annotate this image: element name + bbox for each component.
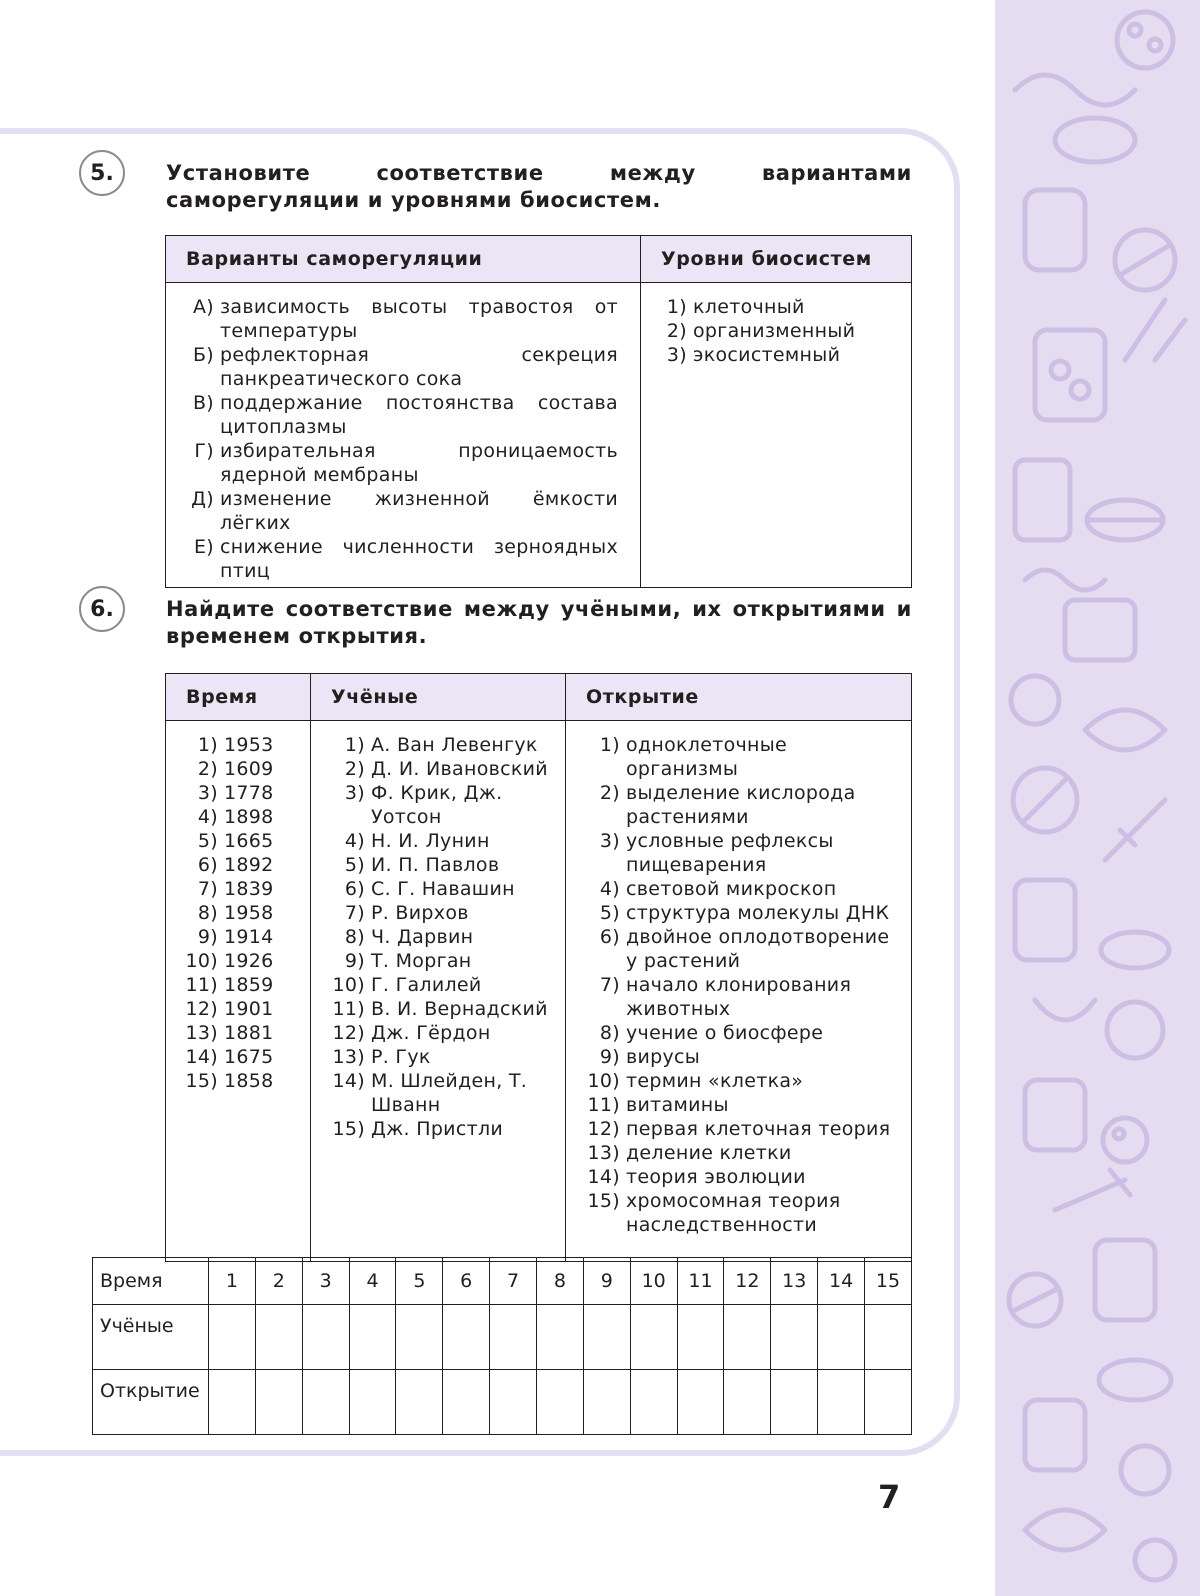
answer-cell[interactable] [349, 1305, 396, 1370]
item-text: Дж. Гёрдон [371, 1022, 491, 1044]
answer-row [93, 1258, 912, 1305]
answer-column-number: 13 [771, 1258, 818, 1305]
discovery-item [586, 1093, 899, 1117]
scientist-item [331, 997, 557, 1021]
discovery-item [586, 1021, 899, 1045]
item-marker: 2) [599, 782, 620, 804]
discovery-item [586, 1141, 899, 1165]
item-text: хромосомная теория наследственности [626, 1190, 841, 1236]
answer-cell[interactable] [630, 1305, 677, 1370]
scientist-item [331, 829, 557, 853]
variants-list [186, 295, 618, 583]
item-text: В. И. Вернадский [371, 998, 548, 1020]
item-marker: 15) [332, 1118, 365, 1140]
column-header: Уровни биосистем [641, 236, 912, 283]
answer-cell[interactable] [724, 1370, 771, 1435]
item-marker: 10) [332, 974, 365, 996]
answer-cell[interactable] [209, 1370, 256, 1435]
item-text: М. Шлейден, Т. Шванн [371, 1070, 528, 1116]
item-text: И. П. Павлов [371, 854, 500, 876]
time-item [184, 829, 302, 853]
column-header: Время [166, 674, 311, 721]
time-item [184, 805, 302, 829]
item-text: учение о биосфере [626, 1022, 824, 1044]
answer-cell[interactable] [490, 1305, 537, 1370]
answer-cell[interactable] [771, 1370, 818, 1435]
variant-item [186, 535, 618, 583]
item-marker: 4) [344, 830, 365, 852]
answer-cell[interactable] [771, 1305, 818, 1370]
times-list [184, 733, 302, 1093]
answer-cell[interactable] [818, 1370, 865, 1435]
item-text: световой микроскоп [626, 878, 837, 900]
scientist-item [331, 1045, 557, 1069]
answer-cell[interactable] [443, 1370, 490, 1435]
level-item [661, 343, 891, 367]
time-item [184, 853, 302, 877]
answer-cell[interactable] [349, 1370, 396, 1435]
item-marker: 4) [599, 878, 620, 900]
discovery-item [586, 901, 899, 925]
discovery-item [586, 781, 899, 829]
item-marker: 3) [599, 830, 620, 852]
item-marker: 7) [197, 878, 218, 900]
item-marker: 10) [185, 950, 218, 972]
item-text: Н. И. Лунин [371, 830, 490, 852]
item-marker: 6) [599, 926, 620, 948]
answer-grid [92, 1257, 912, 1435]
answer-cell[interactable] [490, 1370, 537, 1435]
time-item [184, 949, 302, 973]
task-6-table [165, 673, 912, 1262]
column-header: Варианты саморегуляции [166, 236, 641, 283]
item-marker: 7) [344, 902, 365, 924]
item-text: 1881 [224, 1022, 274, 1044]
task-number-badge: 6. [79, 586, 125, 632]
item-marker: 1) [599, 734, 620, 756]
time-item [184, 1069, 302, 1093]
item-marker: 11) [185, 974, 218, 996]
item-marker: 9) [599, 1046, 620, 1068]
levels-cell [641, 283, 912, 588]
answer-column-number: 10 [630, 1258, 677, 1305]
answer-column-number: 3 [302, 1258, 349, 1305]
answer-row-label: Время [93, 1258, 209, 1305]
scientists-cell [311, 721, 566, 1262]
item-marker: 4) [197, 806, 218, 828]
item-marker: 14) [332, 1070, 365, 1092]
answer-column-number: 6 [443, 1258, 490, 1305]
answer-column-number: 9 [583, 1258, 630, 1305]
answer-cell[interactable] [583, 1370, 630, 1435]
time-item [184, 757, 302, 781]
time-item [184, 925, 302, 949]
item-marker: Е) [193, 536, 214, 558]
item-marker: 12) [587, 1118, 620, 1140]
item-marker: 15) [587, 1190, 620, 1212]
time-item [184, 901, 302, 925]
scientist-item [331, 757, 557, 781]
task-5-table [165, 235, 912, 588]
item-text: 1665 [224, 830, 274, 852]
scientist-item [331, 973, 557, 997]
item-text: 1839 [224, 878, 274, 900]
answer-cell[interactable] [209, 1305, 256, 1370]
item-marker: А) [192, 296, 214, 318]
item-marker: 5) [599, 902, 620, 924]
answer-column-number: 5 [396, 1258, 443, 1305]
item-marker: Г) [194, 440, 214, 462]
item-marker: 13) [332, 1046, 365, 1068]
scientist-item [331, 733, 557, 757]
item-text: деление клетки [626, 1142, 792, 1164]
item-marker: 8) [599, 1022, 620, 1044]
item-marker: 14) [587, 1166, 620, 1188]
item-marker: 9) [344, 950, 365, 972]
discovery-item [586, 973, 899, 1021]
item-text: 1892 [224, 854, 274, 876]
item-marker: 2) [666, 320, 687, 342]
item-text: Р. Гук [371, 1046, 431, 1068]
item-text: Ф. Крик, Дж. Уотсон [371, 782, 503, 828]
times-cell [166, 721, 311, 1262]
item-marker: 6) [344, 878, 365, 900]
item-text: 1926 [224, 950, 274, 972]
answer-cell[interactable] [396, 1370, 443, 1435]
item-text: условные рефлексы пищеварения [626, 830, 834, 876]
answer-cell[interactable] [302, 1370, 349, 1435]
discovery-item [586, 1069, 899, 1093]
item-marker: 11) [587, 1094, 620, 1116]
doodle-pattern [995, 0, 1200, 1596]
answer-column-number: 12 [724, 1258, 771, 1305]
item-text: 1858 [224, 1070, 274, 1092]
time-item [184, 973, 302, 997]
answer-cell[interactable] [396, 1305, 443, 1370]
item-marker: 15) [185, 1070, 218, 1092]
answer-cell[interactable] [865, 1305, 912, 1370]
item-marker: 11) [332, 998, 365, 1020]
answer-cell[interactable] [537, 1305, 584, 1370]
item-text: 1914 [224, 926, 274, 948]
item-text: экосистемный [693, 344, 841, 366]
item-text: 1778 [224, 782, 274, 804]
page-number: 7 [878, 1478, 901, 1516]
item-text: термин «клетка» [626, 1070, 804, 1092]
answer-row-label: Открытие [93, 1370, 209, 1435]
answer-cell[interactable] [724, 1305, 771, 1370]
task-6-text: Найдите соответствие между учёными, их открытиями и временем открытия. [166, 597, 912, 648]
item-text: 1609 [224, 758, 274, 780]
item-marker: 13) [587, 1142, 620, 1164]
item-text: одноклеточные организмы [626, 734, 788, 780]
variant-item [186, 439, 618, 487]
scientist-item [331, 1117, 557, 1141]
item-text: Т. Морган [371, 950, 472, 972]
scientist-item [331, 1069, 557, 1117]
item-text: первая клеточная теория [626, 1118, 891, 1140]
item-text: 1958 [224, 902, 274, 924]
item-text: структура молекулы ДНК [626, 902, 890, 924]
item-text: поддержание постоянства состава цитоплазмы [220, 392, 618, 438]
answer-cell[interactable] [583, 1305, 630, 1370]
item-text: рефлекторная секреция панкреатического сока [220, 344, 618, 390]
item-text: витамины [626, 1094, 729, 1116]
item-marker: 9) [197, 926, 218, 948]
scientist-item [331, 901, 557, 925]
discovery-item [586, 925, 899, 973]
item-text: избирательная проницаемость ядерной мембраны [220, 440, 618, 486]
discovery-item [586, 1189, 899, 1237]
variant-item [186, 295, 618, 343]
item-marker: 2) [197, 758, 218, 780]
levels-list [661, 295, 891, 367]
answer-column-number: 14 [818, 1258, 865, 1305]
column-header: Учёные [311, 674, 566, 721]
answer-row [93, 1370, 912, 1435]
answer-cell[interactable] [677, 1305, 724, 1370]
item-text: зависимость высоты травостоя от температуры [220, 296, 618, 342]
time-item [184, 877, 302, 901]
item-marker: 1) [197, 734, 218, 756]
item-marker: 2) [344, 758, 365, 780]
item-text: 1953 [224, 734, 274, 756]
item-text: Д. И. Ивановский [371, 758, 548, 780]
item-text: 1675 [224, 1046, 274, 1068]
item-marker: 8) [344, 926, 365, 948]
discovery-item [586, 1165, 899, 1189]
item-text: вирусы [626, 1046, 701, 1068]
item-text: Дж. Пристли [371, 1118, 504, 1140]
item-text: начало клонирования животных [626, 974, 852, 1020]
answer-cell[interactable] [255, 1370, 302, 1435]
scientist-item [331, 1021, 557, 1045]
item-text: теория эволюции [626, 1166, 806, 1188]
item-marker: 13) [185, 1022, 218, 1044]
answer-row-label: Учёные [93, 1305, 209, 1370]
answer-cell[interactable] [865, 1370, 912, 1435]
scientist-item [331, 781, 557, 829]
answer-column-number: 4 [349, 1258, 396, 1305]
discovery-item [586, 1045, 899, 1069]
time-item [184, 1045, 302, 1069]
item-marker: Д) [191, 488, 214, 510]
answer-cell[interactable] [443, 1305, 490, 1370]
item-text: 1898 [224, 806, 274, 828]
answer-column-number: 1 [209, 1258, 256, 1305]
item-marker: 3) [197, 782, 218, 804]
item-marker: Б) [192, 344, 214, 366]
item-marker: 6) [197, 854, 218, 876]
item-text: снижение численности зерноядных птиц [220, 536, 618, 582]
item-marker: 5) [344, 854, 365, 876]
item-marker: 3) [666, 344, 687, 366]
item-text: Г. Галилей [371, 974, 482, 996]
item-text: 1859 [224, 974, 274, 996]
item-marker: 8) [197, 902, 218, 924]
item-text: клеточный [693, 296, 805, 318]
item-text: двойное оплодотворение у растений [626, 926, 890, 972]
level-item [661, 295, 891, 319]
item-text: 1901 [224, 998, 274, 1020]
time-item [184, 781, 302, 805]
variant-item [186, 391, 618, 439]
item-marker: 1) [344, 734, 365, 756]
scientists-list [331, 733, 557, 1141]
item-text: изменение жизненной ёмкости лёгких [220, 488, 618, 534]
answer-row [93, 1305, 912, 1370]
answer-cell[interactable] [537, 1370, 584, 1435]
discovery-item [586, 733, 899, 781]
scientist-item [331, 949, 557, 973]
item-text: выделение кислорода растениями [626, 782, 856, 828]
discoveries-cell [566, 721, 912, 1262]
scientist-item [331, 925, 557, 949]
variants-cell [166, 283, 641, 588]
decorative-side-band [995, 0, 1200, 1596]
answer-cell[interactable] [818, 1305, 865, 1370]
item-text: Р. Вирхов [371, 902, 469, 924]
answer-column-number: 8 [537, 1258, 584, 1305]
column-header: Открытие [566, 674, 912, 721]
answer-cell[interactable] [677, 1370, 724, 1435]
discovery-item [586, 877, 899, 901]
item-marker: 12) [185, 998, 218, 1020]
task-5-text: Установите соответствие между вариантами саморегуляции и уровнями биосистем. [166, 161, 912, 212]
discoveries-list [586, 733, 899, 1237]
variant-item [186, 343, 618, 391]
item-marker: 14) [185, 1046, 218, 1068]
task-number-badge: 5. [79, 150, 125, 196]
answer-column-number: 11 [677, 1258, 724, 1305]
answer-cell[interactable] [630, 1370, 677, 1435]
answer-column-number: 15 [865, 1258, 912, 1305]
discovery-item [586, 829, 899, 877]
item-marker: 12) [332, 1022, 365, 1044]
item-marker: В) [192, 392, 214, 414]
item-text: С. Г. Навашин [371, 878, 515, 900]
item-marker: 5) [197, 830, 218, 852]
level-item [661, 319, 891, 343]
answer-column-number: 2 [255, 1258, 302, 1305]
item-marker: 10) [587, 1070, 620, 1092]
time-item [184, 733, 302, 757]
item-marker: 3) [344, 782, 365, 804]
scientist-item [331, 877, 557, 901]
scientist-item [331, 853, 557, 877]
item-text: Ч. Дарвин [371, 926, 474, 948]
item-marker: 1) [666, 296, 687, 318]
answer-column-number: 7 [490, 1258, 537, 1305]
answer-cell[interactable] [302, 1305, 349, 1370]
item-text: А. Ван Левенгук [371, 734, 538, 756]
time-item [184, 997, 302, 1021]
item-text: организменный [693, 320, 856, 342]
time-item [184, 1021, 302, 1045]
discovery-item [586, 1117, 899, 1141]
answer-cell[interactable] [255, 1305, 302, 1370]
item-marker: 7) [599, 974, 620, 996]
variant-item [186, 487, 618, 535]
